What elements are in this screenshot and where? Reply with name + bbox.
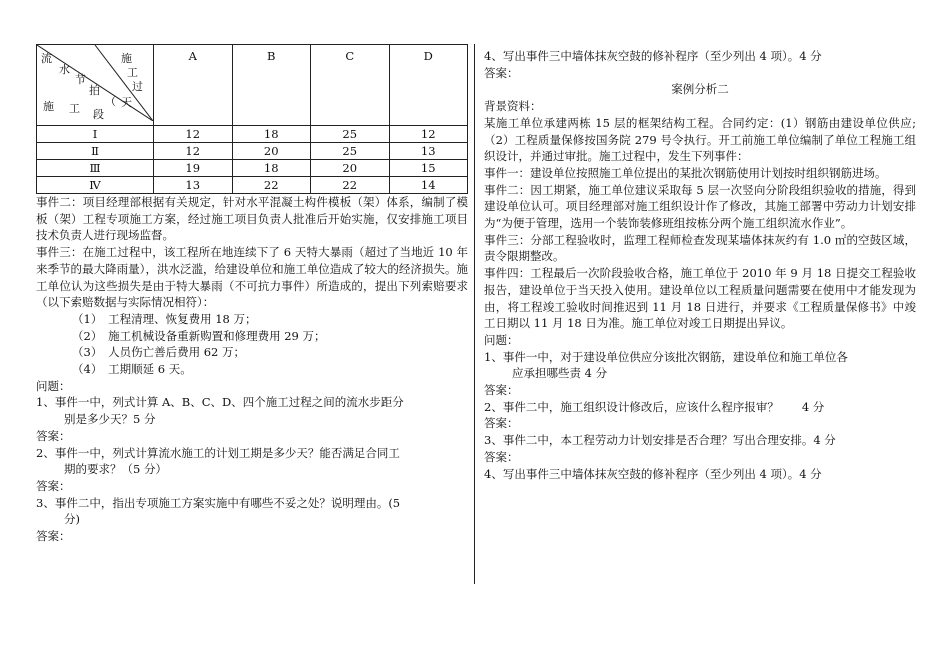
row-label: Ⅲ [37,160,154,177]
table-row [37,177,468,194]
question-1-cont: 别是多少天？5 分 [64,412,156,427]
question-4: 4、写出事件三中墙体抹灰空鼓的修补程序（至少列出 4 项）。4 分 [484,466,822,481]
corner-label-char: （ [105,95,116,108]
column-header: B [232,45,311,126]
left-column [36,44,468,545]
table-cell: 15 [389,160,468,177]
question-2: 2、事件二中，施工组织设计修改后，应该什么程序报审？ 4 分 [484,399,825,414]
corner-label-char: 水 [59,63,70,76]
answer-label: 答案： [484,383,519,398]
question-4: 4、写出事件三中墙体抹灰空鼓的修补程序（至少列出 4 项）。4 分 [484,49,822,63]
event-three-paragraph: 事件三：分部工程验收时，监理工程师检查发现某墙体抹灰约有 1.0 ㎡的空鼓区域，责令限期整改。 [484,232,916,264]
table-cell: 18 [232,160,311,177]
table-cell: 25 [311,126,390,143]
claim-item: （2） 施工机械设备重新购置和修理费用 29 万； [72,328,326,343]
right-column [484,48,916,482]
table-row [37,143,468,160]
table-cell: 12 [154,126,233,143]
event-two-paragraph: 事件二：项目经理部根据有关规定，针对水平混凝土构件模板（架）体系，编制了模板（架）工程专项施工方案，经过施工项目负责人批准后开始实施，仅安排施工项目技术负责人进行现场监督。 [36,195,468,243]
question-3: 3、事件二中，本工程劳动力计划安排是否合理？写出合理安排。4 分 [484,433,836,448]
answer-label: 答案： [484,416,519,431]
corner-label-char: 过 [132,80,143,93]
table-cell: 19 [154,160,233,177]
corner-label-char: 段 [93,108,104,121]
row-label: Ⅱ [37,143,154,160]
table-cell: 14 [389,177,468,194]
question-1-cont: 应承担哪些责 4 分 [512,366,608,381]
table-cell: 20 [232,143,311,160]
table-cell: 18 [232,126,311,143]
table-cell: 13 [389,143,468,160]
answer-label: 答案： [484,449,519,464]
corner-label-char: 拍 [89,84,100,97]
table-cell: 13 [154,177,233,194]
claim-item: （1） 工程清理、恢复费用 18 万； [72,311,257,326]
row-label: Ⅰ [37,126,154,143]
flow-beat-table [36,44,468,194]
table-cell: 20 [311,160,390,177]
question-1: 1、事件一中，对于建设单位供应分该批次钢筋，建设单位和施工单位各 [484,349,848,364]
answer-label: 答案： [36,428,71,443]
question-2-cont: 期的要求？（5 分） [64,462,167,477]
answer-label: 答案： [36,478,71,493]
answer-label: 答案： [36,529,71,544]
event-two-paragraph: 事件二：因工期紧，施工单位建议采取每 5 层一次竖向分阶段组织验收的措施，得到建设单位认可。项目经理部对施工组织设计作了修改，其施工部署中劳动力计划安排为“为便于管理，选用一个装饰装修班组按栋分两个施工组织流水作业”。 [484,182,916,231]
corner-label-char: 施 [121,52,132,65]
column-header: A [154,45,233,126]
corner-label-char: 流 [41,52,52,65]
claim-item: （3） 人员伤亡善后费用 62 万； [72,345,246,360]
background-paragraph: 某施工单位承建两栋 15 层的框架结构工程。合同约定：(1）钢筋由建设单位供应;（2）工程质量保修按国务院 279 号令执行。开工前施工单位编制了单位工程施工组织设计，并通过审批。施工过程中，发生下列事件： [484,115,916,164]
event-three-paragraph: 事件三：在施工过程中，该工程所在地连续下了 6 天特大暴雨（超过了当地近 10 年来季节的最大降雨量），洪水泛滥，给建设单位和施工单位造成了较大的经济损失。施工单位认为这些损失是由于特大暴雨（不可抗力事件）所造成的，提出下列索赔要求（以下索赔数据与实际情况相符）： [36,245,468,310]
question-3-cont: 分) [64,512,80,527]
table-cell: 22 [311,177,390,194]
event-one-paragraph: 事件一：建设单位按照施工单位提出的某批次钢筋使用计划按时组织钢筋进场。 [484,165,887,180]
case-title: 案例分析二 [671,82,729,97]
column-header: D [389,45,468,126]
background-heading: 背景资料： [484,99,542,114]
column-divider [474,44,475,584]
corner-label-char: 节 [75,73,86,86]
table-cell: 25 [311,143,390,160]
corner-label-char: 施 [43,100,54,113]
question-heading: 问题： [36,378,71,393]
corner-label-char: 工 [69,102,80,115]
answer-label: 答案： [484,65,519,80]
question-heading: 问题： [484,332,519,347]
column-header: C [311,45,390,126]
corner-label-char: 工 [127,66,138,79]
event-four-paragraph: 事件四：工程最后一次阶段验收合格，施工单位于 2010 年 9 月 18 日提交工程验收报告，建设单位于当天投入使用。建设单位以工程质量问题需要在使用中才能发现为由，将工程竣工验收时间推迟到 11 月 18 日进行，并要求《工程质量保修书》中竣工日期以 11 月 18 日为准。施工单位对竣工日期提出异议。 [484,266,916,331]
row-label: Ⅳ [37,177,154,194]
table-cell: 12 [154,143,233,160]
table-row [37,160,468,177]
table-corner-cell [37,45,154,126]
question-3: 3、事件二中，指出专项施工方案实施中有哪些不妥之处？说明理由。(5 [36,495,401,510]
claim-item: （4） 工期顺延 6 天。 [72,362,192,377]
question-1: 1、事件一中，列式计算 A、B、C、D、四个施工过程之间的流水步距分 [36,395,404,410]
table-cell: 12 [389,126,468,143]
table-row [37,126,468,143]
table-cell: 22 [232,177,311,194]
question-2: 2、事件一中，列式计算流水施工的计划工期是多少天？能否满足合同工 [36,445,400,460]
corner-label-char: 天 [121,96,132,109]
